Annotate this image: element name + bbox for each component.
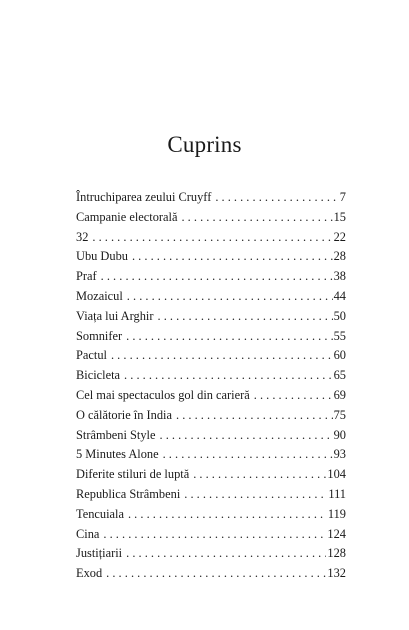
- toc-entry-title: Întruchiparea zeului Cruyff: [76, 190, 212, 204]
- toc-leader-dots: [126, 544, 326, 564]
- toc-entry: [76, 564, 346, 584]
- toc-leader-dots: [127, 287, 333, 307]
- toc-entry-title: Cina: [76, 526, 100, 541]
- toc-entry-title: Pactul: [76, 348, 107, 363]
- toc-page-number: 119: [327, 506, 346, 521]
- toc-page-number: 93: [333, 447, 346, 462]
- toc-leader-dots: [128, 505, 327, 525]
- table-of-contents: [76, 188, 346, 584]
- toc-entry: [76, 307, 346, 327]
- toc-page-number: 111: [328, 486, 346, 501]
- toc-entry-title: Justițiarii: [76, 546, 123, 561]
- toc-page-number: 124: [327, 526, 346, 541]
- toc-page-number: 50: [333, 308, 346, 323]
- toc-page-number: 55: [333, 328, 346, 343]
- toc-page-number: 104: [327, 467, 346, 482]
- toc-entry-title: Exod: [76, 566, 103, 581]
- toc-entry-title: Somnifer: [76, 328, 123, 343]
- toc-entry: [76, 287, 346, 307]
- toc-entry: [76, 267, 346, 287]
- toc-page-number: 7: [339, 190, 346, 204]
- toc-entry-title: Praf: [76, 269, 97, 284]
- toc-page-number: 69: [333, 387, 346, 402]
- toc-entry: [76, 505, 346, 525]
- toc-entry: [76, 525, 346, 545]
- toc-entry: [76, 327, 346, 347]
- toc-leader-dots: [126, 327, 332, 347]
- toc-entry: [76, 406, 346, 426]
- toc-entry-title: Strâmbeni Style: [76, 427, 156, 442]
- toc-page-number: 38: [333, 269, 346, 284]
- toc-leader-dots: [181, 208, 332, 228]
- toc-page-number: 132: [327, 566, 346, 581]
- toc-entry-title: Diferite stiluri de luptă: [76, 467, 190, 482]
- toc-entry-title: 32: [76, 229, 89, 244]
- toc-leader-dots: [101, 267, 333, 287]
- toc-page-number: 75: [333, 407, 346, 422]
- toc-entry: [76, 465, 346, 485]
- toc-leader-dots: [92, 228, 332, 248]
- toc-leader-dots: [124, 366, 333, 386]
- toc-entry-title: Tencuiala: [76, 506, 124, 521]
- toc-page-number: 90: [333, 427, 346, 442]
- toc-entry: [76, 346, 346, 366]
- toc-page-number: 28: [333, 249, 346, 264]
- toc-leader-dots: [158, 307, 333, 327]
- toc-entry-title: O călătorie în India: [76, 407, 172, 422]
- toc-leader-dots: [193, 465, 326, 485]
- toc-page-number: 128: [327, 546, 346, 561]
- toc-entry: [76, 208, 346, 228]
- toc-entry-title: Cel mai spectaculos gol din carieră: [76, 387, 250, 402]
- toc-leader-dots: [176, 406, 333, 426]
- toc-entry: [76, 485, 346, 505]
- toc-page-number: 65: [333, 368, 346, 383]
- toc-entry: [76, 228, 346, 248]
- page-title: Cuprins: [167, 132, 242, 157]
- toc-entry: [76, 386, 346, 406]
- toc-leader-dots: [132, 247, 333, 267]
- toc-leader-dots: [160, 426, 333, 446]
- toc-leader-dots: [106, 564, 326, 584]
- toc-entry: [76, 544, 346, 564]
- toc-entry: [76, 188, 346, 208]
- toc-leader-dots: [163, 445, 333, 465]
- toc-leader-dots: [184, 485, 327, 505]
- toc-entry-title: Republica Strâmbeni: [76, 486, 181, 501]
- toc-entry-title: Viața lui Arghir: [76, 308, 154, 323]
- toc-entry-title: Bicicleta: [76, 368, 121, 383]
- toc-leader-dots: [111, 346, 333, 366]
- toc-leader-dots: [254, 386, 333, 406]
- toc-entry-title: Ubu Dubu: [76, 249, 128, 264]
- toc-entry-title: Mozaicul: [76, 288, 123, 303]
- toc-entry-title: Campanie electorală: [76, 209, 178, 224]
- toc-leader-dots: [215, 188, 338, 208]
- toc-leader-dots: [103, 525, 326, 545]
- toc-entry: [76, 247, 346, 267]
- toc-entry: [76, 366, 346, 386]
- toc-page-number: 60: [333, 348, 346, 363]
- toc-page-number: 44: [333, 288, 346, 303]
- toc-entry: [76, 426, 346, 446]
- toc-entry: [76, 445, 346, 465]
- toc-entry-title: 5 Minutes Alone: [76, 447, 159, 462]
- toc-page-number: 22: [333, 229, 346, 244]
- toc-page-number: 15: [333, 209, 346, 224]
